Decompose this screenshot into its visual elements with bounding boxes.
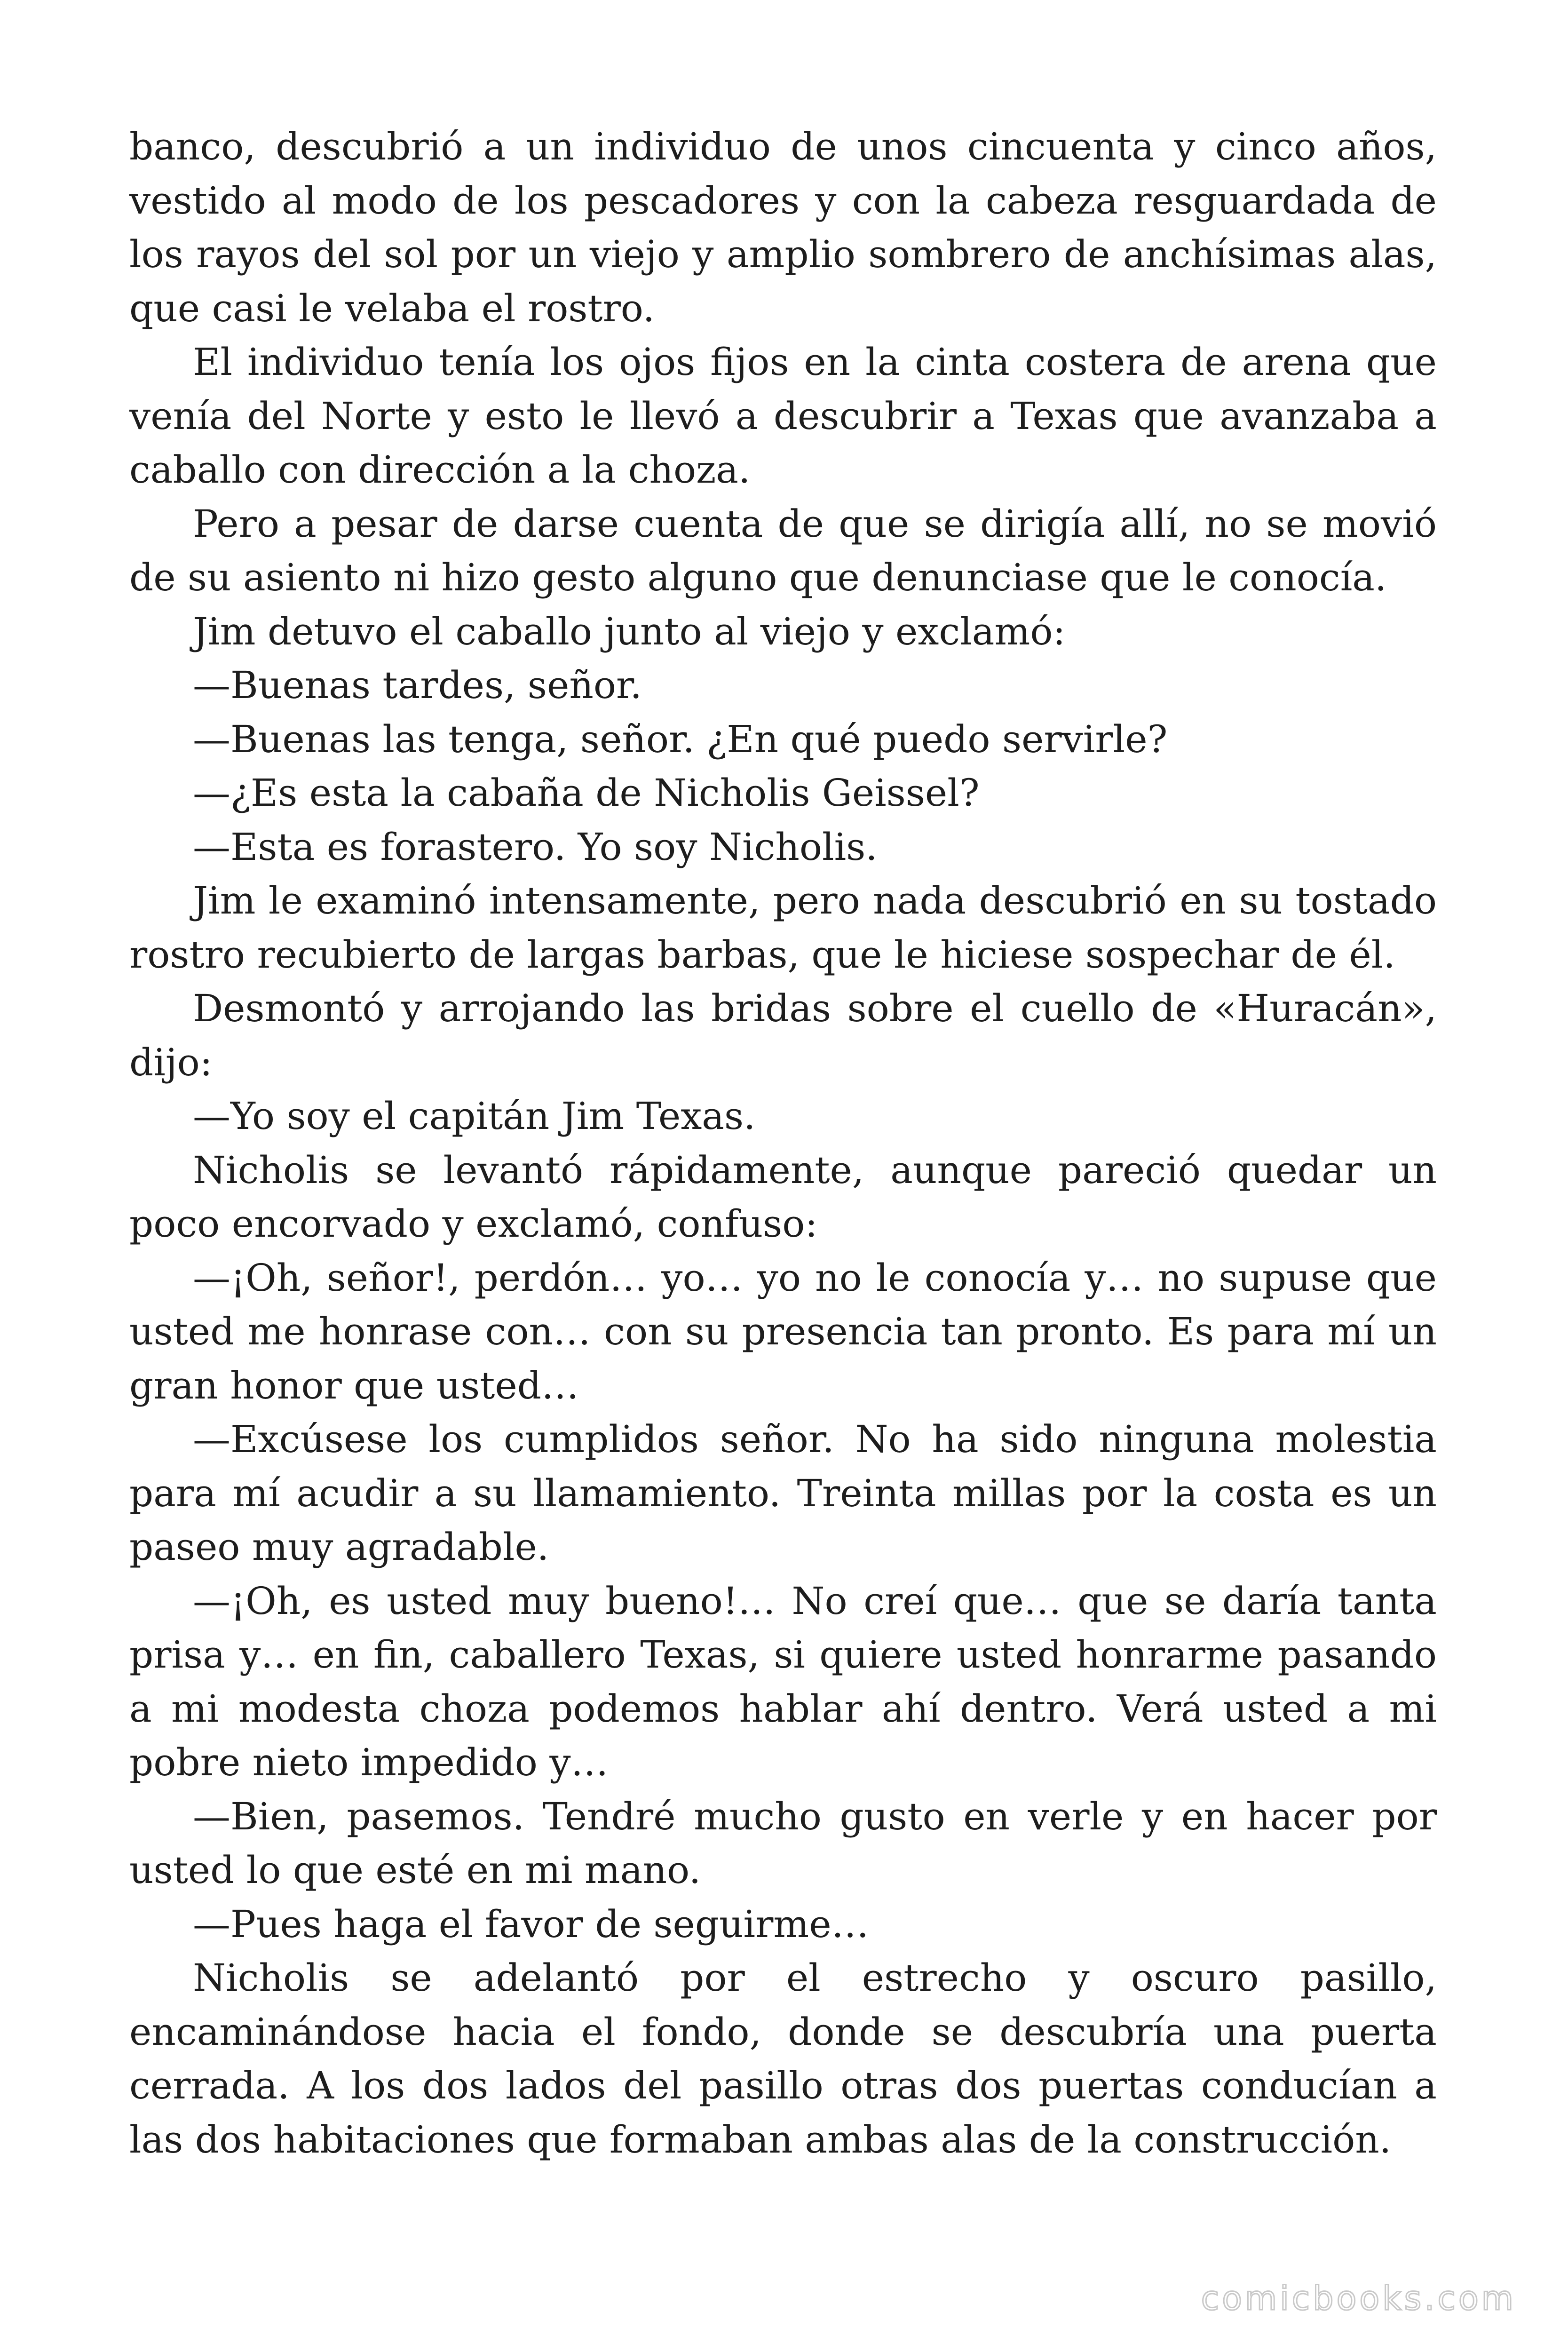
- dialogue-line: —Esta es forastero. Yo soy Nicholis.: [193, 825, 878, 869]
- dialogue-line: —Excúsese los cumplidos señor. No ha sido ninguna molestia para mí acudir a su llamamiento. Treinta millas por la costa es un paseo muy agradable.: [129, 1417, 1437, 1569]
- paragraph: Nicholis se levantó rápidamente, aunque pareció quedar un poco encorvado y exclamó, confuso:: [129, 1148, 1437, 1246]
- dialogue-line: —¿Es esta la cabaña de Nicholis Geissel?: [193, 771, 980, 815]
- paragraph: Jim le examinó intensamente, pero nada descubrió en su tostado rostro recubierto de largas barbas, que le hiciese sospechar de él.: [129, 879, 1437, 977]
- paragraph: Desmontó y arrojando las bridas sobre el cuello de «Huracán», dijo:: [129, 986, 1437, 1084]
- paragraph: Jim detuvo el caballo junto al viejo y exclamó:: [193, 609, 1066, 653]
- page-text: [129, 120, 1437, 2167]
- paragraph: banco, descubrió a un individuo de unos cincuenta y cinco años, vestido al modo de los pescadores y con la cabeza resguardada de los rayos del sol por un viejo y amplio sombrero de anchísimas alas, que casi le velaba el rostro.: [129, 125, 1437, 330]
- paragraph: Pero a pesar de darse cuenta de que se dirigía allí, no se movió de su asiento ni hizo gesto alguno que denunciase que le conocía.: [129, 501, 1437, 599]
- paragraph: Nicholis se adelantó por el estrecho y oscuro pasillo, encaminándose hacia el fondo, donde se descubría una puerta cerrada. A los dos lados del pasillo otras dos puertas conducían a las dos habitaciones que formaban ambas alas de la construcción.: [129, 1956, 1437, 2161]
- dialogue-line: —Buenas tardes, señor.: [193, 663, 642, 707]
- dialogue-line: —¡Oh, señor!, perdón… yo… yo no le conocía y… no supuse que usted me honrase con… con su presencia tan pronto. Es para mí un gran honor que usted…: [129, 1255, 1437, 1407]
- dialogue-line: —¡Oh, es usted muy bueno!… No creí que… que se daría tanta prisa y… en fin, caballero Texas, si quiere usted honrarme pasando a mi modesta choza podemos hablar ahí dentro. Verá usted a mi pobre nieto impedido y…: [129, 1579, 1437, 1784]
- watermark-text: comicbooks.com: [1201, 2279, 1516, 2318]
- dialogue-line: —Buenas las tenga, señor. ¿En qué puedo servirle?: [193, 717, 1168, 761]
- dialogue-line: —Yo soy el capitán Jim Texas.: [193, 1094, 756, 1138]
- dialogue-line: —Pues haga el favor de seguirme…: [193, 1902, 869, 1946]
- paragraph: El individuo tenía los ojos fijos en la cinta costera de arena que venía del Norte y esto le llevó a descubrir a Texas que avanzaba a caballo con dirección a la choza.: [129, 340, 1437, 492]
- dialogue-line: —Bien, pasemos. Tendré mucho gusto en verle y en hacer por usted lo que esté en mi mano.: [129, 1794, 1437, 1892]
